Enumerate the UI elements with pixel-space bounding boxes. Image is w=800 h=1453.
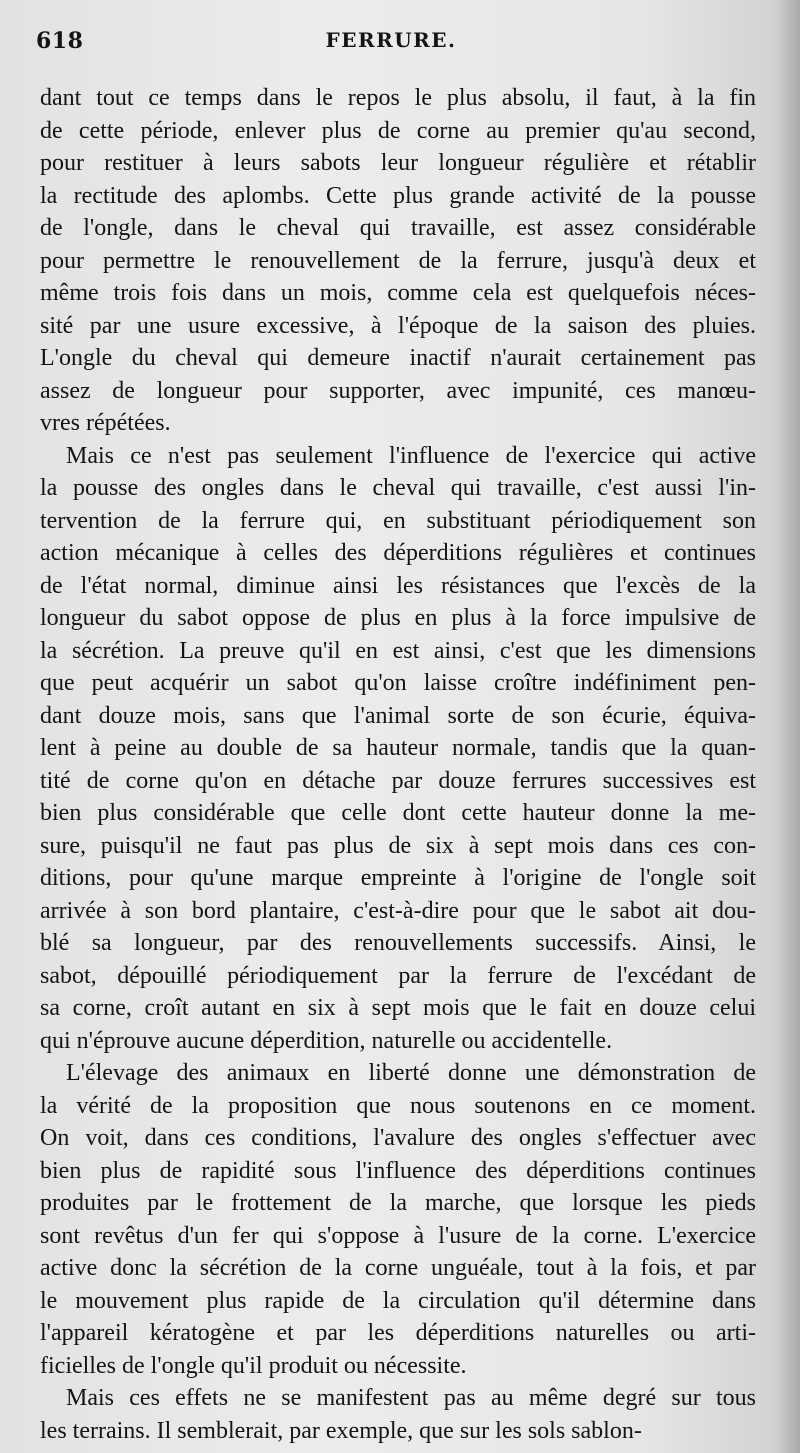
text-line: pour restituer à leurs sabots leur longueur régulière et rétablir <box>40 150 756 176</box>
text-line: L'élevage des animaux en liberté donne une démonstration de <box>66 1060 756 1086</box>
text-line: pour permettre le renouvellement de la ferrure, jusqu'à deux et <box>40 247 756 274</box>
text-line: qui n'éprouve aucune déperdition, naturelle ou accidentelle. <box>40 1027 613 1054</box>
text-line: bien plus considérable que celle dont cette hauteur donne la me- <box>40 800 756 826</box>
text-line: sa corne, croît autant en six à sept mois que le fait en douze celui <box>40 995 756 1021</box>
text-line: la sécrétion. La preuve qu'il en est ainsi, c'est que les dimensions <box>40 637 756 664</box>
page-number: 618 <box>36 28 84 54</box>
text-line: même trois fois dans un mois, comme cela est quelquefois néces- <box>40 280 756 306</box>
text-line: l'appareil kératogène et par les déperditions naturelles ou arti- <box>40 1320 756 1346</box>
page-header <box>36 28 746 62</box>
text-line: sont revêtus d'un fer qui s'oppose à l'usure de la corne. L'exercice <box>40 1222 756 1249</box>
text-line: Mais ces effets ne se manifestent pas au même degré sur tous <box>66 1385 756 1411</box>
text-line: Mais ce n'est pas seulement l'influence de l'exercice qui active <box>66 442 756 469</box>
text-line: sité par une usure excessive, à l'époque de la saison des pluies. <box>40 312 756 339</box>
text-line: sabot, dépouillé périodiquement par la ferrure de l'excédant de <box>40 962 756 989</box>
text-line: produites par le frottement de la marche, que lorsque les pieds <box>40 1190 756 1216</box>
running-head: FERRURE. <box>325 28 457 52</box>
text-line: tervention de la ferrure qui, en substituant périodiquement son <box>40 507 756 534</box>
text-line: de l'ongle, dans le cheval qui travaille, est assez considérable <box>40 215 756 241</box>
text-line: la pousse des ongles dans le cheval qui travaille, c'est aussi l'in- <box>40 475 756 501</box>
text-line: ditions, pour qu'une marque empreinte à l'origine de l'ongle soit <box>40 865 756 891</box>
text-line: de cette période, enlever plus de corne au premier qu'au second, <box>40 117 756 144</box>
text-line: assez de longueur pour supporter, avec impunité, ces manœu- <box>40 377 756 404</box>
text-line: longueur du sabot oppose de plus en plus à la force impulsive de <box>40 605 756 631</box>
text-line: action mécanique à celles des déperditions régulières et continues <box>40 540 756 566</box>
paragraph <box>40 1057 756 1382</box>
text-line: active donc la sécrétion de la corne unguéale, tout à la fois, et par <box>40 1255 756 1281</box>
text-line: sure, puisqu'il ne faut pas plus de six à sept mois dans ces con- <box>40 832 756 859</box>
text-line: tité de corne qu'on en détache par douze ferrures successives est <box>40 767 756 794</box>
text-line: dant douze mois, sans que l'animal sorte de son écurie, équiva- <box>40 702 756 729</box>
text-line: de l'état normal, diminue ainsi les résistances que l'excès de la <box>40 572 756 599</box>
text-line: vres répétées. <box>40 410 171 436</box>
text-line: L'ongle du cheval qui demeure inactif n'aurait certainement pas <box>40 345 756 371</box>
text-line: arrivée à son bord plantaire, c'est-à-dire pour que le sabot ait dou- <box>40 897 756 924</box>
text-line: blé sa longueur, par des renouvellements successifs. Ainsi, le <box>40 930 756 956</box>
paragraph <box>40 1382 756 1447</box>
text-line: la rectitude des aplombs. Cette plus grande activité de la pousse <box>40 182 756 209</box>
body-text <box>40 82 756 1447</box>
paragraph <box>40 82 756 440</box>
text-line: dant tout ce temps dans le repos le plus absolu, il faut, à la fin <box>40 85 756 111</box>
text-line: la vérité de la proposition que nous soutenons en ce moment. <box>40 1092 756 1119</box>
text-line: bien plus de rapidité sous l'influence des déperditions continues <box>40 1157 756 1184</box>
paragraph <box>40 440 756 1058</box>
text-line: lent à peine au double de sa hauteur normale, tandis que la quan- <box>40 735 756 761</box>
text-line: le mouvement plus rapide de la circulation qu'il détermine dans <box>40 1287 756 1314</box>
text-line: les terrains. Il semblerait, par exemple, que sur les sols sablon- <box>40 1417 642 1444</box>
text-line: que peut acquérir un sabot qu'on laisse croître indéfiniment pen- <box>40 670 756 696</box>
text-line: On voit, dans ces conditions, l'avalure des ongles s'effectuer avec <box>40 1125 756 1151</box>
text-line: ficielles de l'ongle qu'il produit ou nécessite. <box>40 1352 467 1379</box>
